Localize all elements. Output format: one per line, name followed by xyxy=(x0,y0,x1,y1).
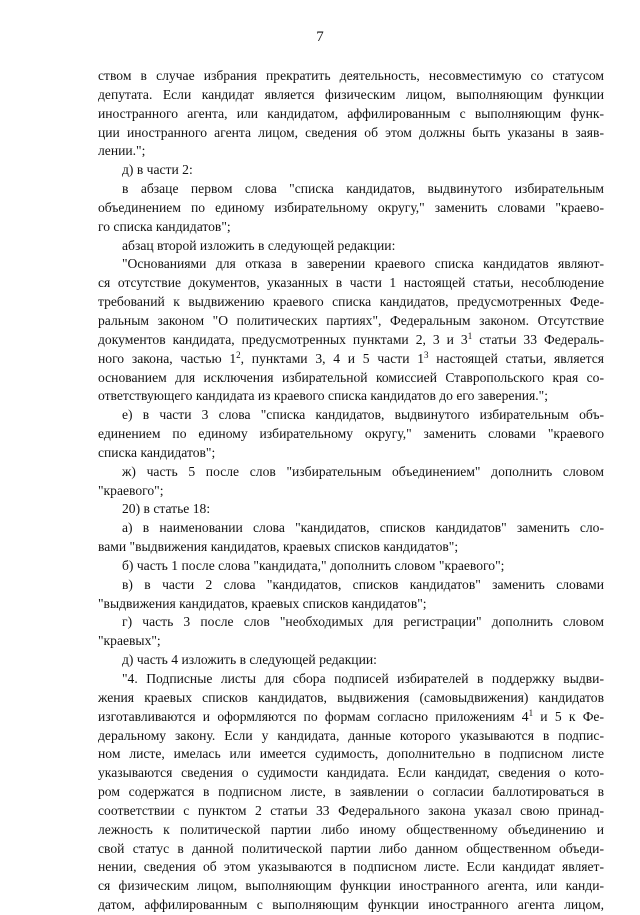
page-number: 7 xyxy=(316,29,324,45)
text-line: изготавливаются и оформляются по формам согласно приложениям $4^1$ и 5 к Фе- xyxy=(98,707,604,724)
text-line: д) в части 2: xyxy=(122,162,193,178)
text-line: вами "выдвижения кандидатов, краевых списков кандидатов"; xyxy=(98,539,459,555)
text-line: ного закона, частью $1^2$, пунктами 3, 4 и 5 части $1^3$ настоящей статьи, является xyxy=(98,349,604,366)
text-line: "краевого"; xyxy=(98,482,164,498)
text-line: ж) часть 5 после слов "избирательным объединением" дополнить словом xyxy=(122,463,604,479)
text-line: в) в части 2 слова "кандидатов, списков кандидатов" заменить словами xyxy=(122,576,604,592)
text-line: депутата. Если кандидат является физическим лицом, выполняющим функции xyxy=(98,86,604,102)
text-line: ся отсутствие документов, указанных в части 1 настоящей статьи, несоблюдение xyxy=(98,275,604,291)
text-line: соответствии с пунктом 2 статьи 33 Федерального закона указал свою принад- xyxy=(98,802,604,818)
text-line: требований к выдвижению краевого списка кандидатов, предусмотренных Феде- xyxy=(98,294,604,310)
text-line: го списка кандидатов"; xyxy=(98,218,231,234)
text-line: "краевых"; xyxy=(98,633,161,649)
text-line: ством в случае избрания прекратить деятельность, несовместимую со статусом xyxy=(98,68,604,83)
text-line: в абзаце первом слова "списка кандидатов, выдвинутого избирательным xyxy=(122,181,604,197)
text-line: а) в наименовании слова "кандидатов, списков кандидатов" заменить сло- xyxy=(122,520,604,536)
text-line: г) часть 3 после слов "необходимых для регистрации" дополнить словом xyxy=(122,614,604,630)
text-line: 20) в статье 18: xyxy=(122,501,211,517)
text-line: лении."; xyxy=(98,143,146,159)
text-line: "4. Подписные листы для сбора подписей избирателей в поддержку выдви- xyxy=(122,671,604,686)
text-line: свой статус в данной политической партии либо данном общественном объеди- xyxy=(98,840,604,856)
text-line: иностранного агента, или кандидатом, аффилированным с выполняющим функ- xyxy=(98,105,604,121)
text-line: жения краевых списков кандидатов, выдвижения (самовыдвижения) кандидатов xyxy=(98,689,604,705)
text-line: "выдвижения кандидатов, краевых списков кандидатов"; xyxy=(98,595,427,611)
document-text xyxy=(98,67,604,915)
text-line: б) часть 1 после слова "кандидата," дополнить словом "краевого"; xyxy=(122,557,505,573)
text-line: е) в части 3 слова "списка кандидатов, выдвинутого избирательным объ- xyxy=(122,407,604,423)
text-line: д) часть 4 изложить в следующей редакции: xyxy=(122,652,377,668)
text-line: основанием для исключения избирательной комиссией Ставропольского края со- xyxy=(98,369,604,385)
text-line: ции иностранного агента лицом, сведения об этом должны быть указаны в заяв- xyxy=(98,124,604,140)
text-line: ся физическим лицом, выполняющим функции иностранного агента, или канди- xyxy=(98,878,604,894)
text-line: списка кандидатов"; xyxy=(98,444,216,460)
text-line: лежность к политической партии либо иному общественному объединению и xyxy=(98,821,604,837)
text-line: ответствующего кандидата из краевого списка кандидатов до его заверения."; xyxy=(98,388,548,404)
text-line: абзац второй изложить в следующей редакции: xyxy=(122,237,396,253)
text-line: ральным законом "О политических партиях", Федеральным законом. Отсутствие xyxy=(98,312,604,328)
text-line: ном листе, имелась или имеется судимость, дополнительно в подписном листе xyxy=(98,746,604,762)
text-line: объединением по единому избирательному округу," заменить словами "краево- xyxy=(98,199,604,215)
text-line: нении, сведения об этом указываются в подписном листе. Если кандидат являет- xyxy=(98,859,604,875)
text-line: деральному закону. Если у кандидата, данные которого указываются в подпис- xyxy=(98,727,604,743)
text-line: "Основаниями для отказа в заверении краевого списка кандидатов являют- xyxy=(122,256,604,272)
text-line: ром содержатся в подписном листе, в заявлении о согласии баллотироваться в xyxy=(98,784,604,800)
text-line: указываются сведения о судимости кандидата. Если кандидат, сведения о кото- xyxy=(98,765,604,781)
text-line: документов кандидата, предусмотренных пунктами 2, 3 и $3^1$ статьи 33 Федераль- xyxy=(98,330,605,347)
text-line: датом, аффилированным с выполняющим функции иностранного агента лицом, xyxy=(98,897,604,913)
text-line: единением по единому избирательному округу," заменить словами "краевого xyxy=(98,426,604,442)
